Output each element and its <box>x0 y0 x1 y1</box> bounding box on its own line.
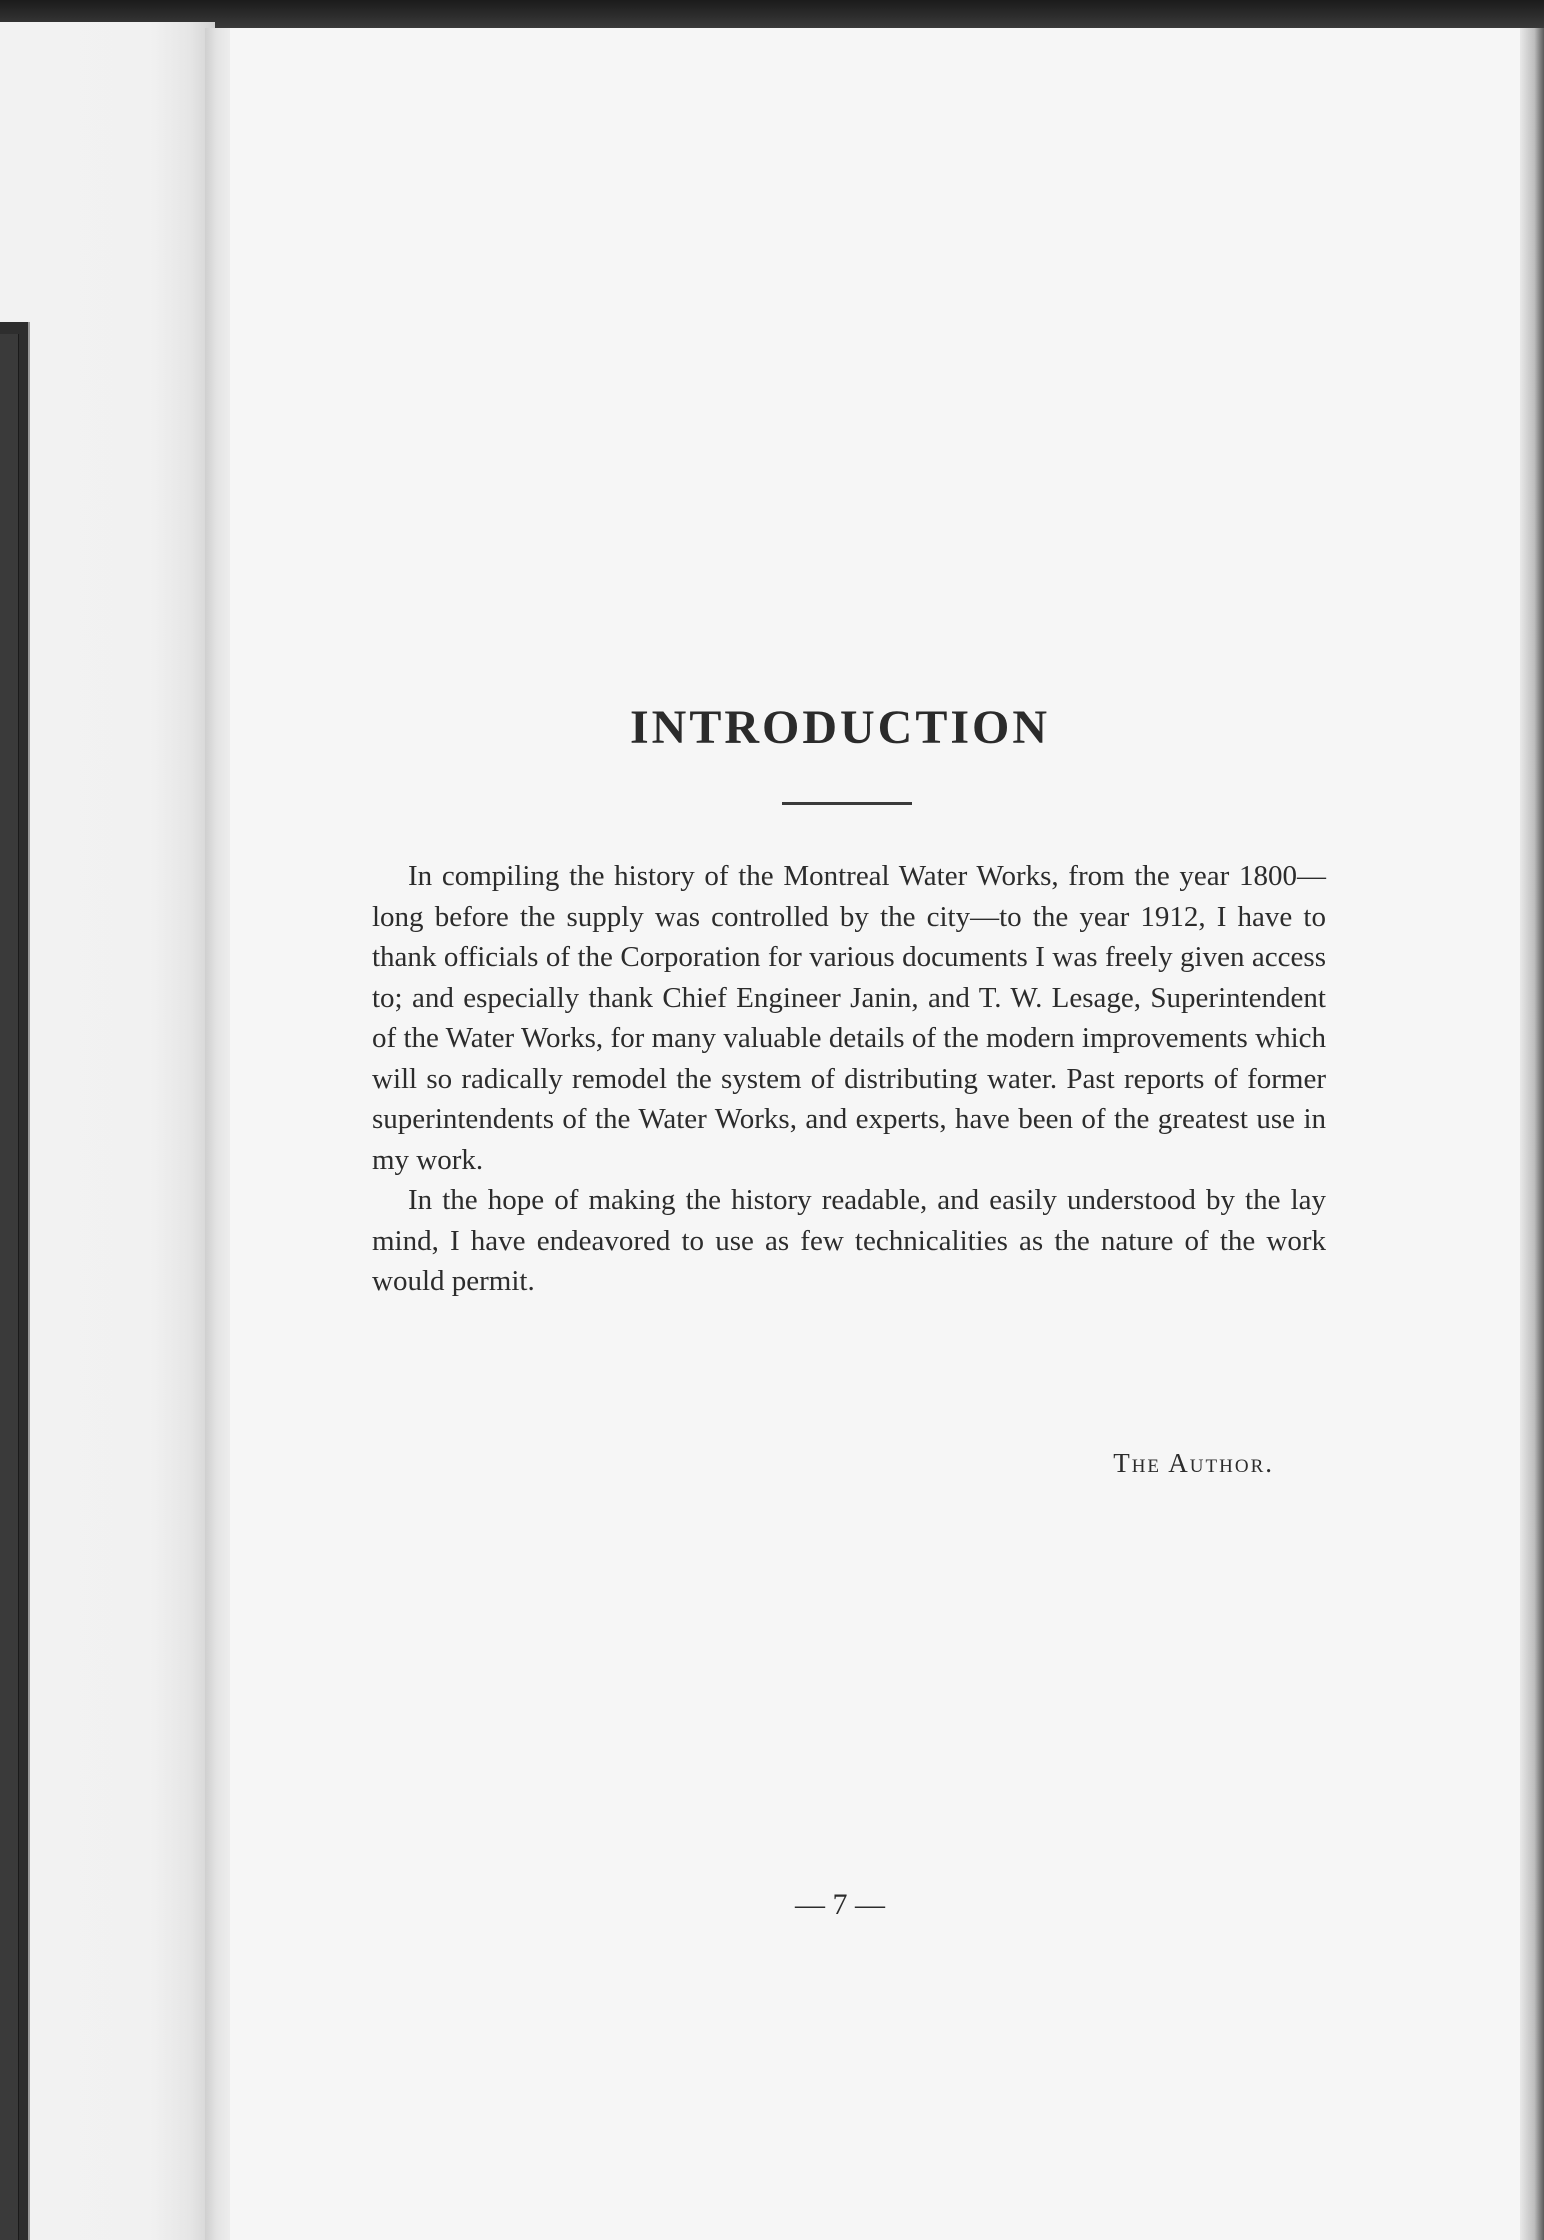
scan-border-top <box>0 0 1544 28</box>
paragraph-2: In the hope of making the history readable, and easily understood by the lay mind, I have endeavored to use as few technicalities as the nature of the work would permit. <box>372 1184 1326 1297</box>
author-signature: The Author. <box>1113 1448 1274 1478</box>
page-number: — 7 — <box>795 1888 885 1921</box>
title-divider <box>782 802 912 805</box>
right-page-edge <box>1520 28 1544 2240</box>
left-page-plate-frame <box>0 334 19 2240</box>
page-title: INTRODUCTION <box>629 701 1051 754</box>
introduction-body <box>372 856 1326 1302</box>
left-page <box>0 22 215 2240</box>
left-page-plate <box>0 322 30 2240</box>
paragraph-1: In compiling the history of the Montreal Water Works, from the year 1800—long before the supply was controlled by the city—to the year 1912, I have to thank officials of the Corporation for various documents I was freely given access to; and especially thank Chief Engineer Janin, and T. W. Lesage, Superintendent of the Water Works, for many valuable details of the modern improvements which will so radically remodel the system of distributing water. Past reports of former superintendents of the Water Works, and experts, have been of the greatest use in my work. <box>372 860 1326 1176</box>
